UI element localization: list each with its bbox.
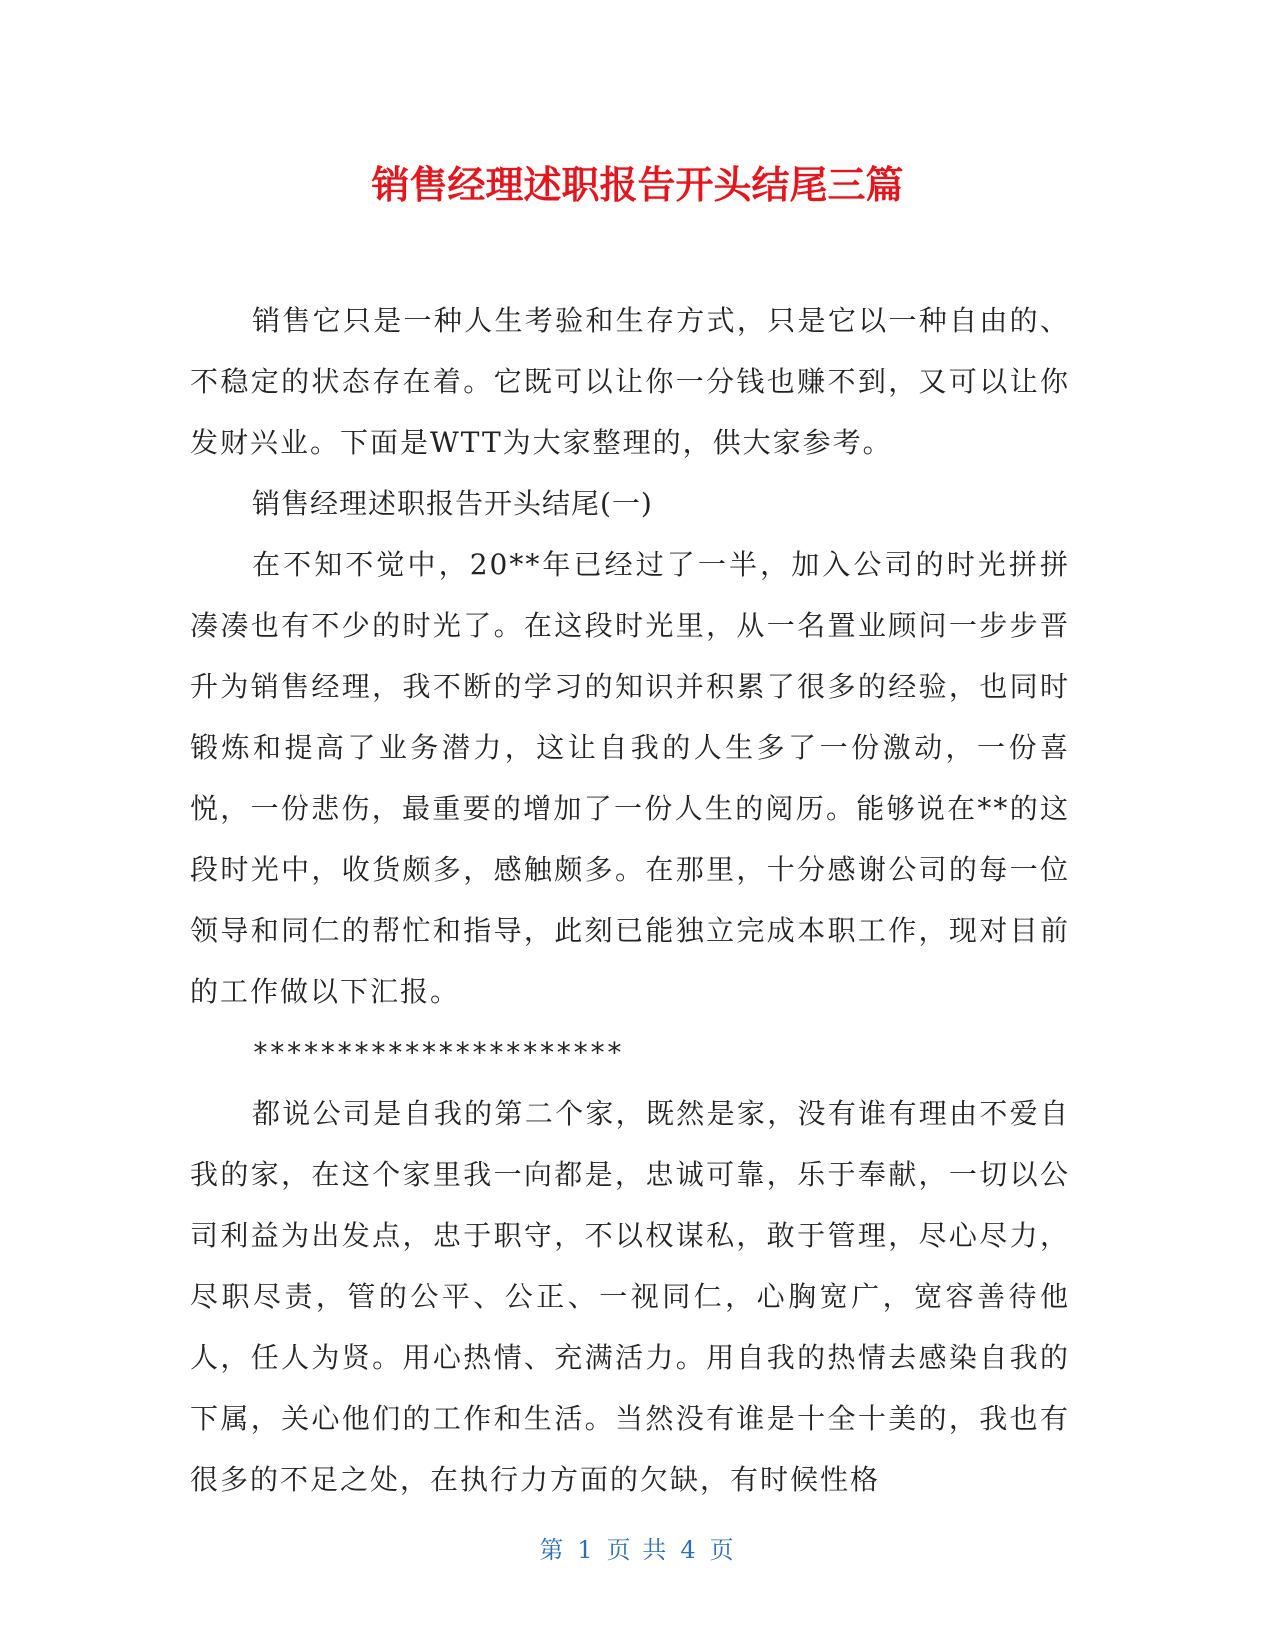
footer-end-label: 页 bbox=[709, 1536, 736, 1564]
footer-page-label: 第 bbox=[539, 1536, 566, 1564]
body-paragraph: 在不知不觉中，20**年已经过了一半，加入公司的时光拼拼凑凑也有不少的时光了。在这段时光里，从一名置业顾问一步步晋升为销售经理，我不断的学习的知识并积累了很多的经验，也同时锻炼和提高了业务潜力，这让自我的人生多了一份激动，一份喜悦，一份悲伤，最重要的增加了一份人生的阅历。能够说在**的这段时光中，收货颇多，感触颇多。在那里，十分感谢公司的每一位领导和同仁的帮忙和指导，此刻已能独立完成本职工作，现对目前的工作做以下汇报。 bbox=[190, 548, 1070, 1008]
footer-current-page: 1 bbox=[577, 1536, 595, 1564]
section-heading: 销售经理述职报告开头结尾(一) bbox=[252, 487, 653, 520]
footer-of-label: 页 共 bbox=[606, 1536, 669, 1564]
separator-stars: ********************** bbox=[252, 1036, 623, 1069]
page-footer bbox=[0, 1530, 1275, 1565]
intro-paragraph: 销售它只是一种人生考验和生存方式，只是它以一种自由的、不稳定的状态存在着。它既可以让你一分钱也赚不到，又可以让你发财兴业。下面是WTT为大家整理的，供大家参考。 bbox=[190, 304, 1070, 459]
document-body bbox=[190, 290, 1070, 1510]
document-title: 销售经理述职报告开头结尾三篇 bbox=[371, 163, 904, 207]
body-paragraph: 都说公司是自我的第二个家，既然是家，没有谁有理由不爱自我的家，在这个家里我一向都是，忠诚可靠，乐于奉献，一切以公司利益为出发点，忠于职守，不以权谋私，敢于管理，尽心尽力，尽职尽责，管的公平、公正、一视同仁，心胸宽广，宽容善待他人，任人为贤。用心热情、充满活力。用自我的热情去感染自我的下属，关心他们的工作和生活。当然没有谁是十全十美的，我也有很多的不足之处，在执行力方面的欠缺，有时候性格 bbox=[190, 1097, 1070, 1496]
footer-total-pages: 4 bbox=[680, 1536, 698, 1564]
